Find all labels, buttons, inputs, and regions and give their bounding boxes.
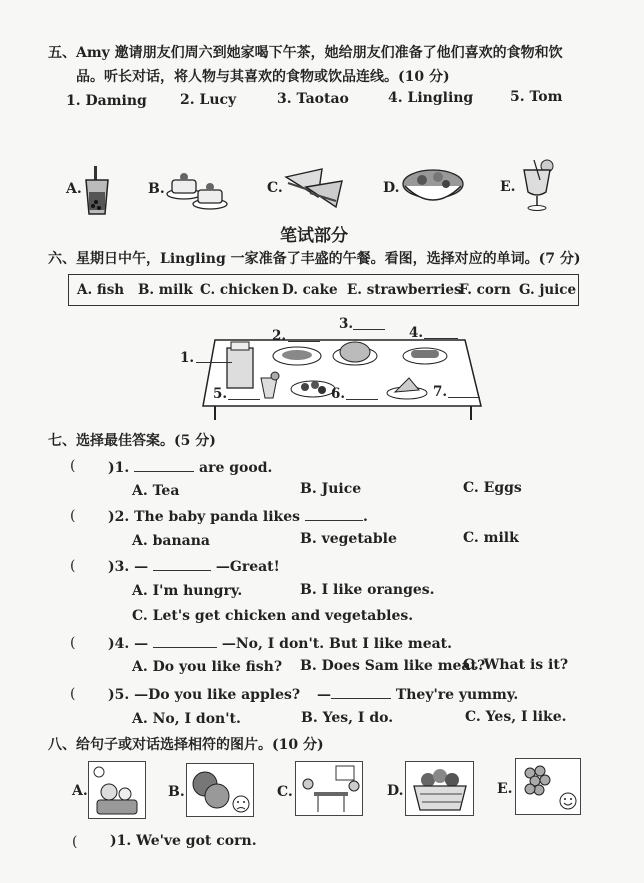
option-juice: G. juice xyxy=(519,282,577,298)
written-part-heading: 笔试部分 xyxy=(280,226,348,246)
q2-option-c[interactable]: C. milk xyxy=(463,530,519,546)
s8-label-e: E. xyxy=(497,781,513,797)
tomatoes-sad-icon xyxy=(187,764,253,816)
q2-number: )2. The baby panda likes xyxy=(108,509,301,525)
q5-number: )5. —Do you like apples? xyxy=(108,687,301,703)
blank-line-4[interactable] xyxy=(424,338,458,339)
cakes-picture xyxy=(164,168,230,212)
pic-label-c: C. xyxy=(267,180,283,196)
q2-option-b[interactable]: B. vegetable xyxy=(300,531,397,547)
blank-label-4: 4. xyxy=(409,325,424,341)
s8-picture-c-family-dinner[interactable] xyxy=(295,761,363,816)
section7-title: 七、选择最佳答案。(5 分) xyxy=(48,433,216,449)
name-lingling: 4. Lingling xyxy=(388,90,474,106)
s8-q1-paren: ( xyxy=(72,834,78,850)
q4-stem xyxy=(108,633,452,653)
q3-blank[interactable] xyxy=(153,556,211,571)
option-strawberries: E. strawberries xyxy=(347,282,462,298)
q1-blank[interactable] xyxy=(134,457,194,472)
q3-option-a[interactable]: A. I'm hungry. xyxy=(132,583,243,599)
q3-stem xyxy=(108,556,280,576)
s8-picture-e-grapes[interactable] xyxy=(515,758,581,815)
q3-number: )3. — xyxy=(108,559,149,575)
q1-option-a[interactable]: A. Tea xyxy=(132,483,180,499)
s8-label-b: B. xyxy=(168,784,185,800)
juice-picture xyxy=(520,158,554,212)
s8-label-a: A. xyxy=(72,783,88,799)
q4-text: —No, I don't. But I like meat. xyxy=(221,636,453,652)
q5-blank[interactable] xyxy=(331,684,391,699)
blank-label-2: 2. xyxy=(272,328,287,344)
q5-text: They're yummy. xyxy=(395,687,519,703)
option-corn: F. corn xyxy=(459,282,511,298)
blank-line-1[interactable] xyxy=(196,362,232,363)
name-taotao: 3. Taotao xyxy=(277,91,349,107)
q4-option-b[interactable]: B. Does Sam like meat? xyxy=(300,658,486,674)
name-tom: 5. Tom xyxy=(510,89,563,105)
bubble-tea-picture xyxy=(82,166,112,216)
q5-option-b[interactable]: B. Yes, I do. xyxy=(301,710,394,726)
q5-option-a[interactable]: A. No, I don't. xyxy=(132,711,241,727)
q5-stem xyxy=(108,684,518,704)
q2-end: . xyxy=(362,509,368,525)
section5-title-line2: 品。听长对话，将人物与其喜欢的食物或饮品连线。(10 分) xyxy=(76,69,450,85)
blank-line-2[interactable] xyxy=(288,341,320,342)
pic-label-d: D. xyxy=(383,180,400,196)
q4-number: )4. — xyxy=(108,636,149,652)
q1-option-b[interactable]: B. Juice xyxy=(300,481,362,497)
blank-label-6: 6. xyxy=(331,386,346,402)
q2-option-a[interactable]: A. banana xyxy=(132,533,210,549)
option-cake: D. cake xyxy=(282,282,338,298)
grapes-happy-icon xyxy=(516,759,580,814)
section6-title: 六、星期日中午，Lingling 一家准备了丰盛的午餐。看图，选择对应的单词。(7 分) xyxy=(48,251,581,267)
q4-blank[interactable] xyxy=(153,633,217,648)
s8-picture-b-tomatoes[interactable] xyxy=(186,763,254,817)
blank-line-5[interactable] xyxy=(228,399,260,400)
section6-option-box xyxy=(68,274,579,306)
q2-stem xyxy=(108,506,368,526)
q5-option-c[interactable]: C. Yes, I like. xyxy=(465,709,567,725)
q3-option-b[interactable]: B. I like oranges. xyxy=(300,582,435,598)
section8-title: 八、给句子或对话选择相符的图片。(10 分) xyxy=(48,737,324,753)
blank-line-7[interactable] xyxy=(448,397,480,398)
q4-option-a[interactable]: A. Do you like fish? xyxy=(132,659,283,675)
pic-label-e: E. xyxy=(500,179,516,195)
q4-option-c[interactable]: C. What is it? xyxy=(463,657,569,673)
sleeping-child-icon xyxy=(89,762,145,818)
s8-picture-d-vegetable-basket[interactable] xyxy=(405,761,474,816)
s8-picture-a-sleeping[interactable] xyxy=(88,761,146,819)
vegetable-basket-icon xyxy=(406,762,473,815)
q3-text: —Great! xyxy=(215,559,280,575)
blank-label-3: 3. xyxy=(339,316,354,332)
blank-line-6[interactable] xyxy=(346,399,378,400)
lunch-table-picture xyxy=(175,314,487,422)
salad-picture xyxy=(400,164,466,206)
option-chicken: C. chicken xyxy=(200,282,280,298)
blank-line-3[interactable] xyxy=(353,329,385,330)
blank-label-7: 7. xyxy=(433,384,448,400)
q1-paren: ( xyxy=(70,458,76,474)
pic-label-b: B. xyxy=(148,181,165,197)
q1-number: )1. xyxy=(108,460,130,476)
q3-paren: ( xyxy=(70,558,76,574)
q1-text: are good. xyxy=(199,460,273,476)
name-daming: 1. Daming xyxy=(66,93,147,109)
q1-stem xyxy=(108,457,272,477)
sandwiches-picture xyxy=(282,163,346,209)
s8-q1-text: )1. We've got corn. xyxy=(110,833,257,849)
section5-title-line1: 五、Amy 邀请朋友们周六到她家喝下午茶，她给朋友们准备了他们喜欢的食物和饮 xyxy=(48,45,563,61)
s8-label-c: C. xyxy=(277,784,293,800)
pic-label-a: A. xyxy=(66,181,82,197)
option-milk: B. milk xyxy=(138,282,193,298)
q2-blank[interactable] xyxy=(305,506,363,521)
option-fish: A. fish xyxy=(77,282,125,298)
q2-paren: ( xyxy=(70,508,76,524)
blank-label-1: 1. xyxy=(180,350,195,366)
q4-paren: ( xyxy=(70,635,76,651)
s8-label-d: D. xyxy=(387,783,404,799)
q1-option-c[interactable]: C. Eggs xyxy=(463,480,522,496)
q5-paren: ( xyxy=(70,686,76,702)
blank-label-5: 5. xyxy=(213,386,228,402)
q5-dash: — xyxy=(316,687,331,703)
name-lucy: 2. Lucy xyxy=(180,92,237,108)
family-dinner-icon xyxy=(296,762,362,815)
q3-option-c[interactable]: C. Let's get chicken and vegetables. xyxy=(132,608,414,624)
